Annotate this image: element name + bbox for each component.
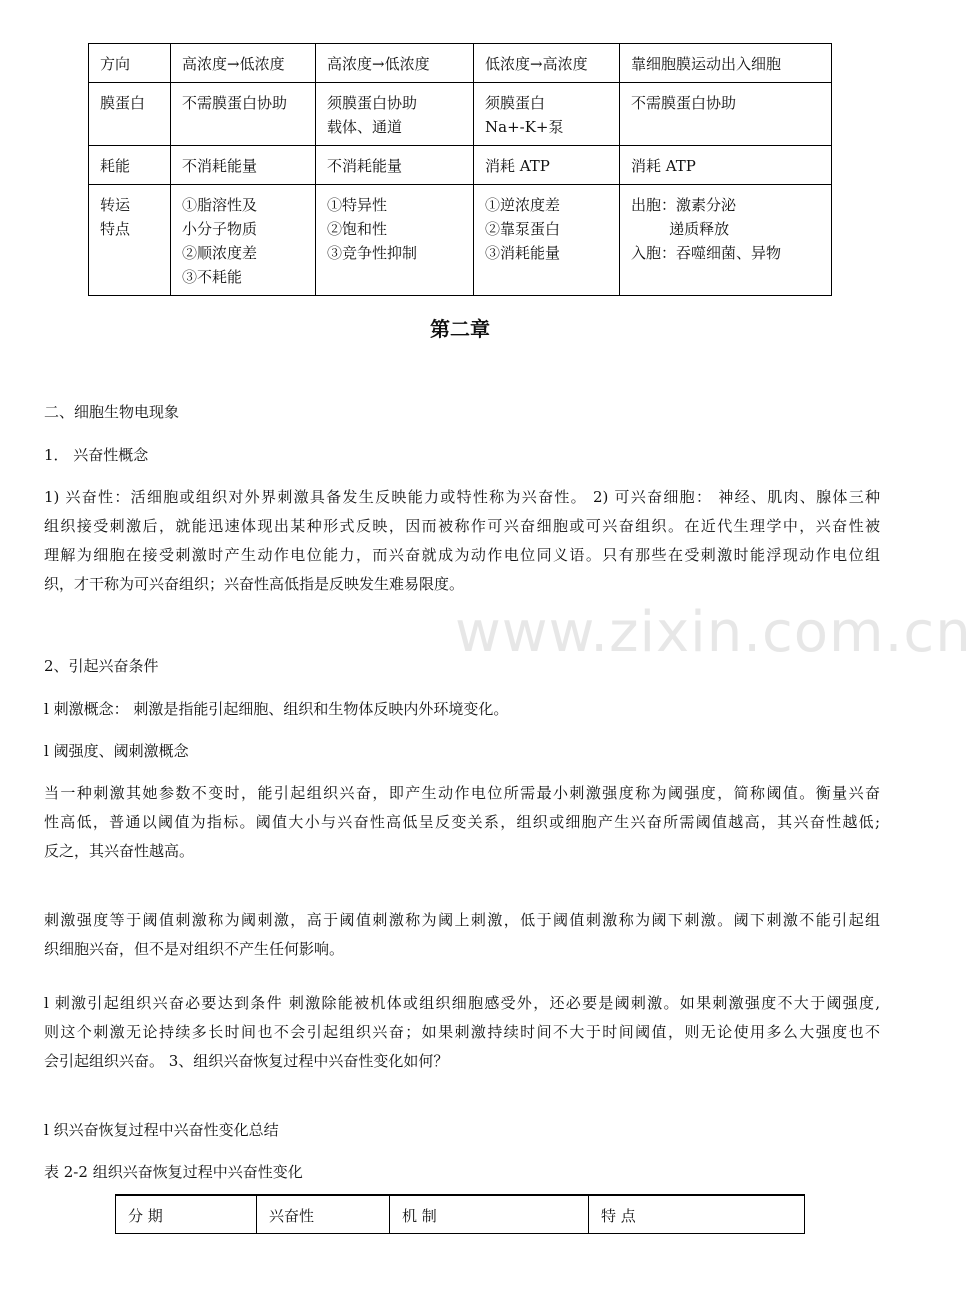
bullet-summary: l 织兴奋恢复过程中兴奋性变化总结 [44,1121,279,1139]
cell-text: 高浓度→低浓度 [327,55,430,73]
table-cell [620,83,832,146]
chapter-title: 第二章 [430,317,490,341]
cell-text: 消耗 ATP [631,157,696,175]
paragraph-conditions: l 刺激引起组织兴奋必要达到条件 刺激除能被机体或组织细胞感受外，还必要是阈刺激。如果刺激强度不大于阈强度, 则这个刺激无论持续多长时间也不会引起组织兴奋；如果刺激持续时间不大于时间阈值，则无论使用多么大强度也不 会引起组织兴奋。 3、组织兴奋恢复过程中兴奋性变化如何？ [44,994,880,1070]
cell-text: 消耗 ATP [485,157,550,175]
table-cell [474,83,620,146]
cell-text: 递质释放 [631,220,730,238]
table-cell [316,44,474,83]
table-cell [620,185,832,296]
transport-comparison-table [88,43,832,296]
bullet-threshold: l 阈强度、阈刺激概念 [44,742,189,760]
header-cell-features: 特 点 [589,1195,805,1234]
table-row [89,44,832,83]
table-cell [474,44,620,83]
cell-text: 不需膜蛋白协助 [182,94,288,112]
table-caption: 表 2-2 组织兴奋恢复过程中兴奋性变化 [44,1163,303,1181]
table-header-row [116,1195,805,1234]
cell-text: ②靠泵蛋白 [485,220,561,238]
cell-text: 高浓度→低浓度 [182,55,285,73]
watermark: www.zixin.com.cn [455,600,972,665]
table-cell [171,44,316,83]
cell-text: 方向 [100,55,131,73]
cell-text: 耗能 [100,157,131,175]
cell-text: ①逆浓度差 [485,196,561,214]
table-cell [620,44,832,83]
section-heading: 二、细胞生物电现象 [44,403,180,421]
cell-text: 特点 [100,220,131,238]
table-cell [89,44,171,83]
header-cell-mechanism: 机 制 [390,1195,589,1234]
cell-text: Na+-K+泵 [485,118,564,136]
cell-text: ③不耗能 [182,268,243,286]
header-cell-phase: 分 期 [116,1195,257,1234]
paragraph-excitability: 1) 兴奋性：活细胞或组织对外界刺激具备发生反映能力或特性称为兴奋性。 2) 可兴奋细胞： 神经、肌肉、腺体三种 组织接受刺激后，就能迅速体现出某种形式反映，因而被称作可兴奋细胞或可兴奋组织。在近代生理学中，兴奋性被 理解为细胞在接受刺激时产生动作电位能力，而兴奋就成为动作电位同义语。只有那些在受刺激时能浮现动作电位组 织，才干称为可兴奋组织；兴奋性高低指是反映发生难易限度。 [44,488,880,593]
cell-text: 载体、通道 [327,118,403,136]
cell-text: 须膜蛋白 [485,94,546,112]
table-cell [89,185,171,296]
table-cell [474,146,620,185]
cell-text: ②顺浓度差 [182,244,258,262]
cell-text: 低浓度→高浓度 [485,55,588,73]
cell-text: 转运 [100,196,131,214]
paragraph-threshold: 当一种刺激其她参数不变时，能引起组织兴奋，即产生动作电位所需最小刺激强度称为阈强度，简称阈值。衡量兴奋 性高低，普通以阈值为指标。阈值大小与兴奋性高低呈反变关系，组织或细胞产生兴奋所需阈值越高，其兴奋性越低; 反之，其兴奋性越高。 [44,784,880,860]
table-cell [316,83,474,146]
table-cell [171,185,316,296]
cell-text: ②饱和性 [327,220,388,238]
table-cell [171,146,316,185]
paragraph-subthreshold: 刺激强度等于阈值刺激称为阈刺激，高于阈值刺激称为阈上刺激，低于阈值刺激称为阈下刺激。阈下刺激不能引起组 织细胞兴奋，但不是对组织不产生任何影响。 [44,911,880,958]
header-cell-excitability: 兴奋性 [257,1195,390,1234]
table-cell [620,146,832,185]
cell-text: 靠细胞膜运动出入细胞 [631,55,782,73]
cell-text: ③消耗能量 [485,244,561,262]
subheading-conditions: 2、引起兴奋条件 [44,657,159,675]
table-cell [474,185,620,296]
cell-text: 须膜蛋白协助 [327,94,418,112]
table-row [89,146,832,185]
bullet-stimulus: l 刺激概念： 刺激是指能引起细胞、组织和生物体反映内外环境变化。 [44,700,509,718]
cell-text: 入胞：吞噬细菌、异物 [631,244,782,262]
excitability-phase-table [115,1194,805,1234]
table-cell [316,146,474,185]
cell-text: 不需膜蛋白协助 [631,94,737,112]
table-cell [89,146,171,185]
subheading-excitability: 1． 兴奋性概念 [44,446,149,464]
table-cell [171,83,316,146]
cell-text: ①特异性 [327,196,388,214]
cell-text: 膜蛋白 [100,94,146,112]
table-row [89,83,832,146]
cell-text: ③竞争性抑制 [327,244,418,262]
cell-text: ①脂溶性及 [182,196,258,214]
cell-text: 不消耗能量 [182,157,258,175]
table-cell [316,185,474,296]
cell-text: 小分子物质 [182,220,258,238]
table-row [89,185,832,296]
cell-text: 不消耗能量 [327,157,403,175]
cell-text: 出胞：激素分泌 [631,196,737,214]
table-cell [89,83,171,146]
